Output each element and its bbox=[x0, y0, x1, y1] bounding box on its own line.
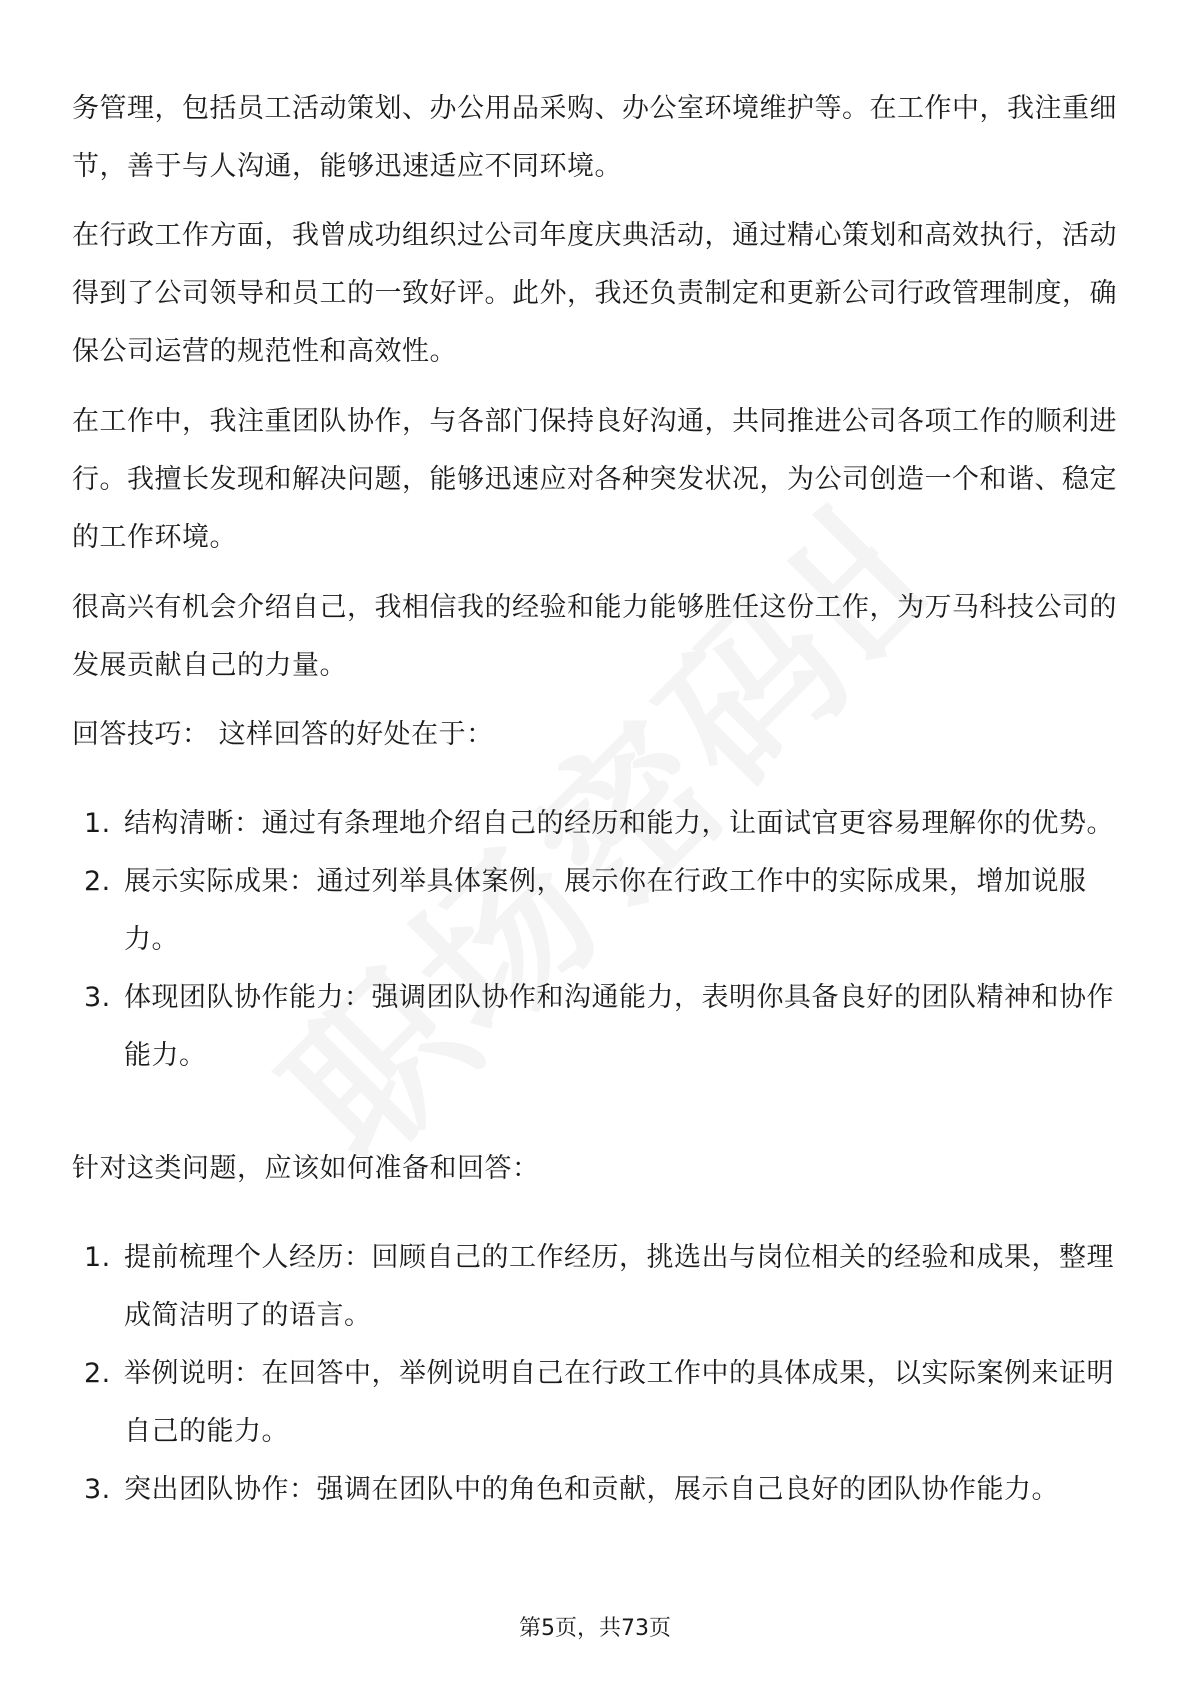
list-number: 3. bbox=[84, 1474, 111, 1505]
tips-heading: 回答技巧： 这样回答的好处在于： bbox=[72, 719, 494, 750]
list-item bbox=[72, 795, 1118, 853]
list-item bbox=[72, 969, 1118, 1085]
list-item bbox=[72, 1229, 1118, 1345]
paragraph-intro: 务管理，包括员工活动策划、办公用品采购、办公室环境维护等。在工作中，我注重细节，善于与人沟通，能够迅速适应不同环境。 bbox=[72, 93, 1117, 182]
list-number: 3. bbox=[84, 982, 111, 1013]
list-item-text: 结构清晰：通过有条理地介绍自己的经历和能力，让面试官更容易理解你的优势。 bbox=[124, 808, 1114, 839]
list-number: 1. bbox=[84, 808, 111, 839]
prep-list bbox=[72, 1229, 1118, 1519]
page-footer: 第5页，共73页 bbox=[519, 1616, 671, 1641]
list-item bbox=[72, 1461, 1118, 1519]
paragraph-teamwork: 在工作中，我注重团队协作，与各部门保持良好沟通，共同推进公司各项工作的顺利进行。我擅长发现和解决问题，能够迅速应对各种突发状况，为公司创造一个和谐、稳定的工作环境。 bbox=[72, 406, 1117, 553]
list-item-text: 举例说明：在回答中，举例说明自己在行政工作中的具体成果，以实际案例来证明自己的能力。 bbox=[124, 1358, 1114, 1447]
list-number: 1. bbox=[84, 1242, 111, 1273]
paragraph-admin-work: 在行政工作方面，我曾成功组织过公司年度庆典活动，通过精心策划和高效执行，活动得到了公司领导和员工的一致好评。此外，我还负责制定和更新公司行政管理制度，确保公司运营的规范性和高效性。 bbox=[72, 220, 1117, 367]
prep-heading: 针对这类问题，应该如何准备和回答： bbox=[72, 1153, 540, 1184]
list-item bbox=[72, 853, 1118, 969]
list-number: 2. bbox=[84, 1358, 111, 1389]
tips-list bbox=[72, 795, 1118, 1085]
paragraph-closing: 很高兴有机会介绍自己，我相信我的经验和能力能够胜任这份工作，为万马科技公司的发展贡献自己的力量。 bbox=[72, 592, 1117, 681]
list-item-text: 提前梳理个人经历：回顾自己的工作经历，挑选出与岗位相关的经验和成果，整理成简洁明了的语言。 bbox=[124, 1242, 1114, 1331]
list-item bbox=[72, 1345, 1118, 1461]
list-item-text: 体现团队协作能力：强调团队协作和沟通能力，表明你具备良好的团队精神和协作能力。 bbox=[124, 982, 1114, 1071]
list-item-text: 展示实际成果：通过列举具体案例，展示你在行政工作中的实际成果，增加说服力。 bbox=[124, 866, 1087, 955]
list-item-text: 突出团队协作：强调在团队中的角色和贡献，展示自己良好的团队协作能力。 bbox=[124, 1474, 1059, 1505]
list-number: 2. bbox=[84, 866, 111, 897]
